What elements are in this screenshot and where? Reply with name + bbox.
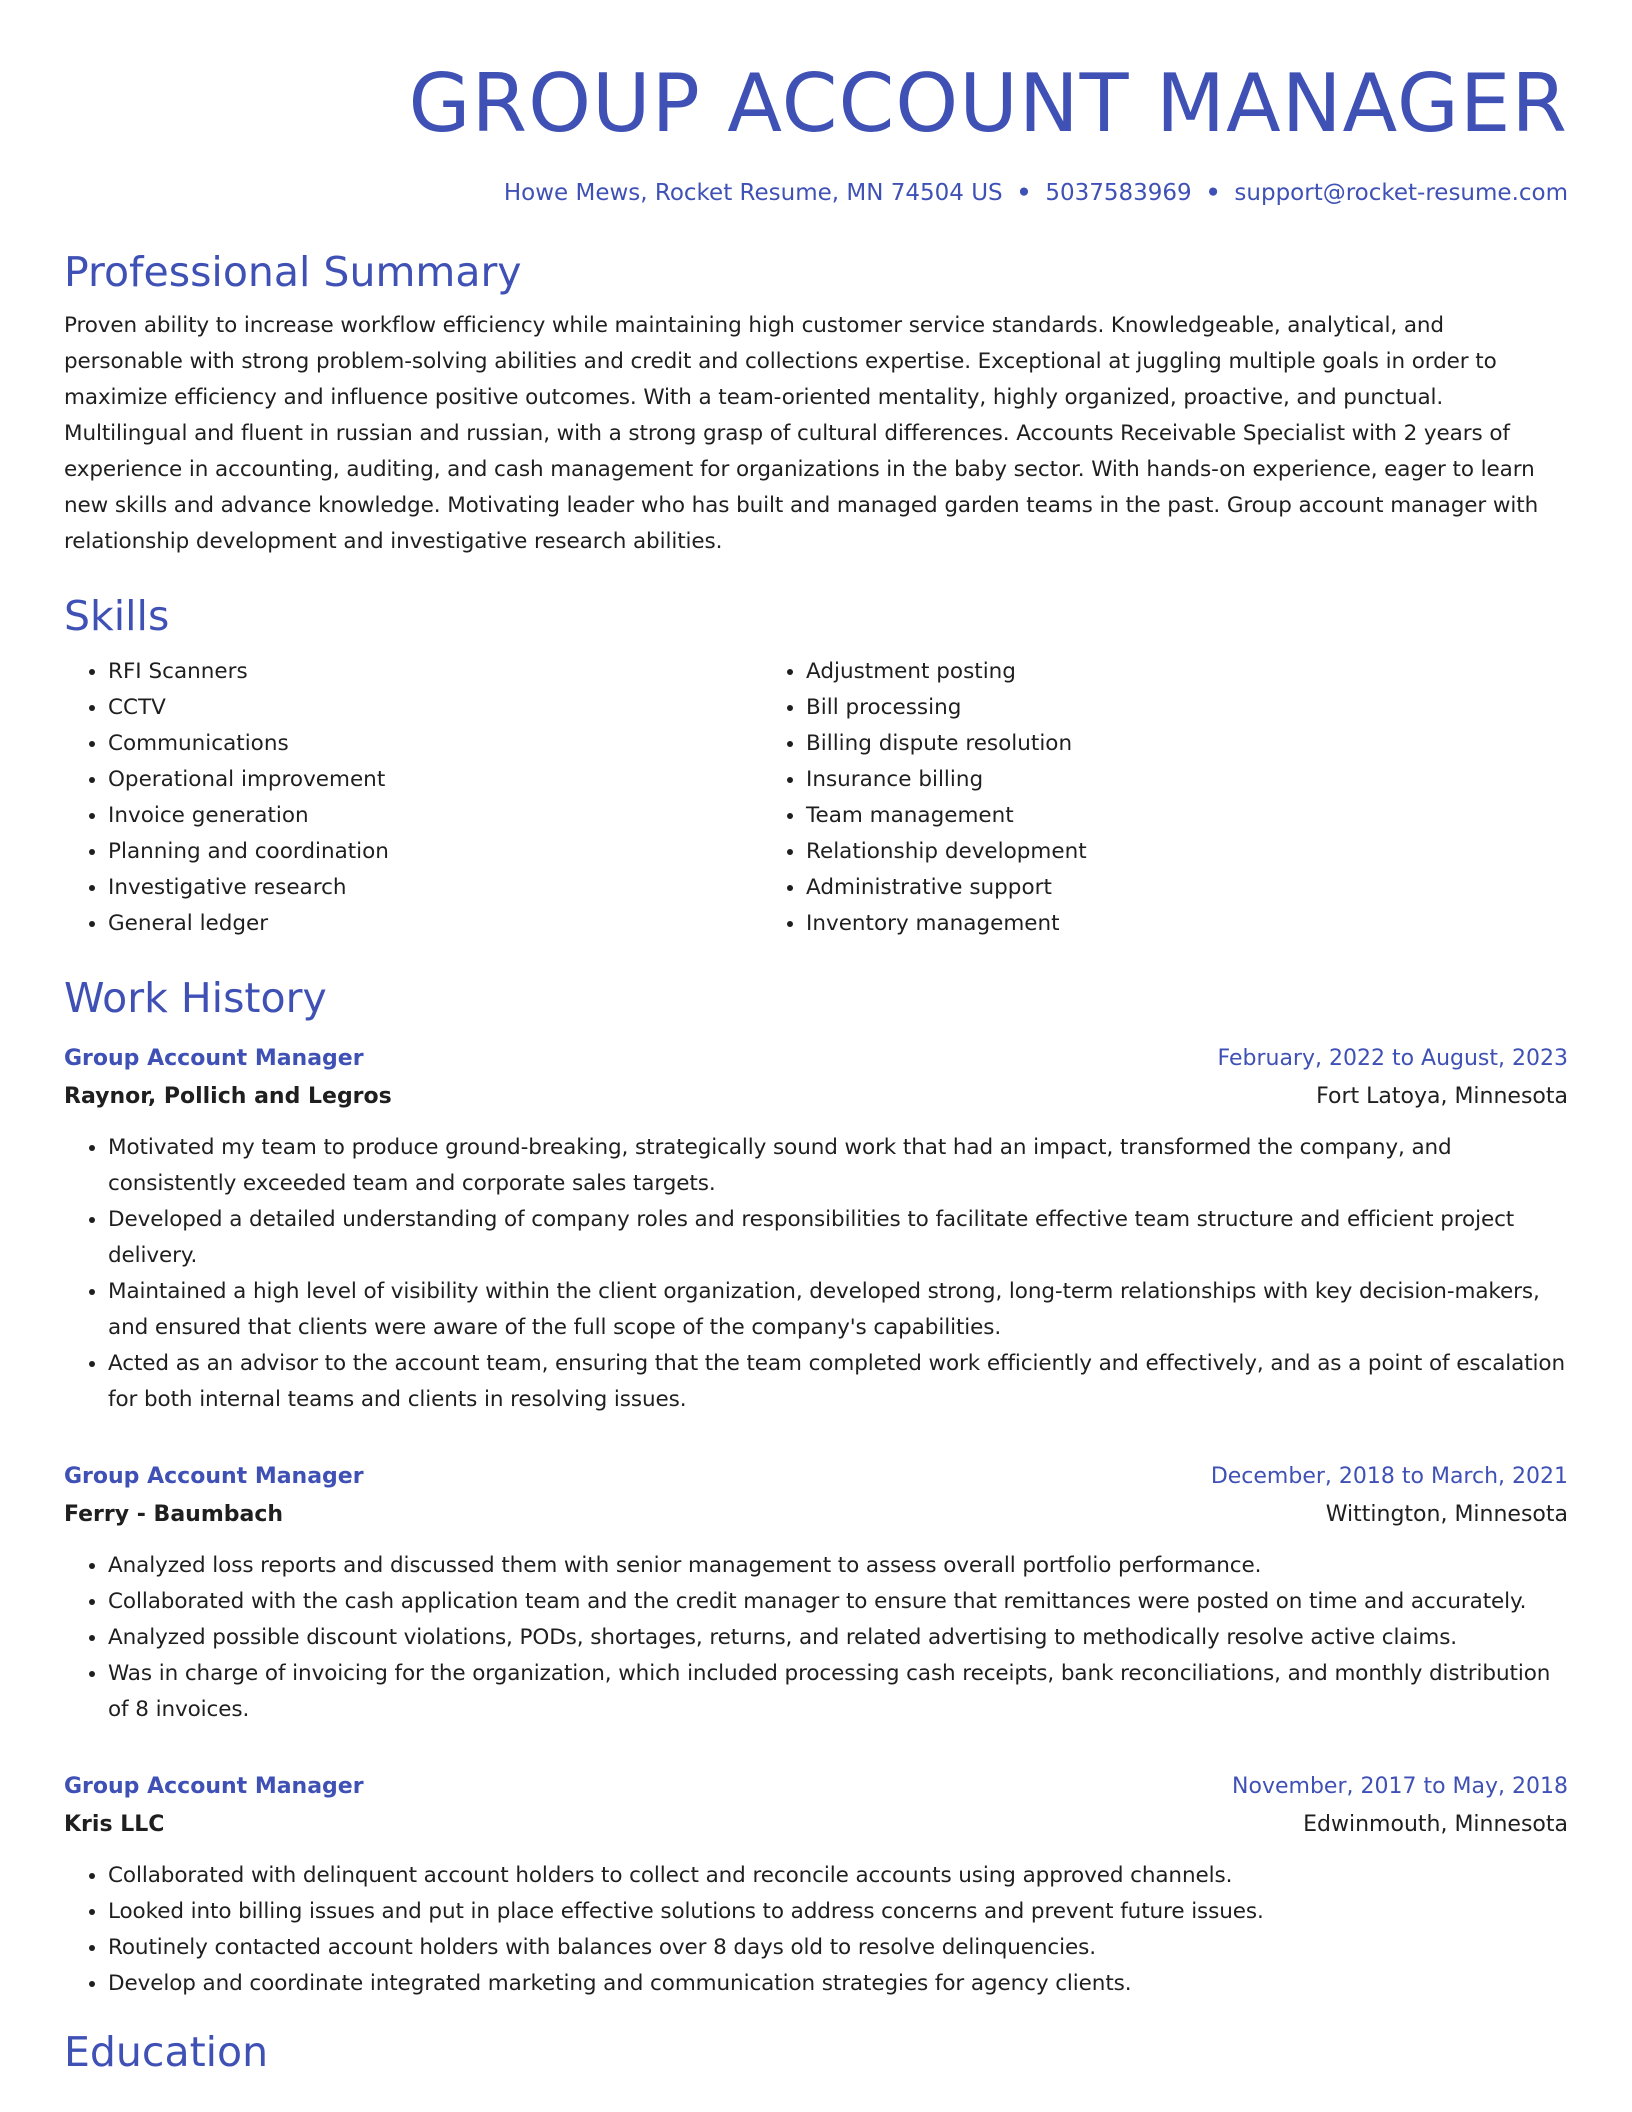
job-dates: December, 2018 to March, 2021 — [1210, 1464, 1568, 1489]
section-title-work-history: Work History — [64, 974, 327, 1022]
skill-item: • Bill processing — [806, 690, 1460, 726]
job-location: Fort Latoya, Minnesota — [1316, 1084, 1568, 1109]
email-link[interactable]: support@rocket-resume.com — [1234, 180, 1568, 206]
skill-item: • Communications — [108, 726, 762, 762]
skill-item: • Invoice generation — [108, 798, 762, 834]
skill-item: • RFI Scanners — [108, 654, 762, 690]
section-title-education: Education — [64, 2028, 269, 2076]
skill-item: • Team management — [806, 798, 1460, 834]
job-bullet: • Was in charge of invoicing for the organization, which included processing cash receipts, bank reconciliations, and monthly distribution of 8 invoices. — [108, 1656, 1568, 1728]
job-company: Ferry - Baumbach — [64, 1502, 284, 1527]
job-company: Raynor, Pollich and Legros — [64, 1084, 392, 1109]
job-title: Group Account Manager — [64, 1774, 364, 1799]
job-bullet: • Analyzed loss reports and discussed them with senior management to assess overall portfolio performance. — [108, 1548, 1568, 1584]
skill-item: • Operational improvement — [108, 762, 762, 798]
skills-column-left — [64, 654, 762, 942]
phone: 5037583969 — [1045, 180, 1192, 206]
job-header-row — [64, 1040, 1568, 1078]
job-location: Edwinmouth, Minnesota — [1303, 1812, 1568, 1837]
job-entry — [64, 1040, 1568, 1418]
skill-item: • Billing dispute resolution — [806, 726, 1460, 762]
contact-separator: • — [1205, 180, 1221, 206]
job-entry — [64, 1768, 1568, 2002]
skill-item: • Planning and coordination — [108, 834, 762, 870]
section-title-summary: Professional Summary — [64, 248, 522, 296]
job-dates: February, 2022 to August, 2023 — [1217, 1046, 1568, 1071]
job-bullet: • Maintained a high level of visibility within the client organization, developed strong, long-term relationships with key decision-makers, and ensured that clients were aware of the full scope of the company's capabilities. — [108, 1274, 1568, 1346]
job-company-row — [64, 1496, 1568, 1534]
job-bullet: • Looked into billing issues and put in place effective solutions to address concerns and prevent future issues. — [108, 1894, 1568, 1930]
job-bullet: • Analyzed possible discount violations, PODs, shortages, returns, and related advertising to methodically resolve active claims. — [108, 1620, 1568, 1656]
contact-separator: • — [1016, 180, 1032, 206]
skill-item: • Investigative research — [108, 870, 762, 906]
skill-item: • Adjustment posting — [806, 654, 1460, 690]
job-bullet: • Developed a detailed understanding of company roles and responsibilities to facilitate effective team structure and efficient project delivery. — [108, 1202, 1568, 1274]
skill-item: • Insurance billing — [806, 762, 1460, 798]
job-title: Group Account Manager — [64, 1464, 364, 1489]
contact-line — [64, 178, 1568, 208]
job-bullet: • Develop and coordinate integrated marketing and communication strategies for agency clients. — [108, 1966, 1568, 2002]
skill-item: • Relationship development — [806, 834, 1460, 870]
address: Howe Mews, Rocket Resume, MN 74504 US — [503, 180, 1003, 206]
resume-title: GROUP ACCOUNT MANAGER — [408, 57, 1568, 150]
job-company-row — [64, 1806, 1568, 1844]
job-header-row — [64, 1768, 1568, 1806]
job-bullet: • Motivated my team to produce ground-breaking, strategically sound work that had an impact, transformed the company, and consistently exceeded team and corporate sales targets. — [108, 1130, 1568, 1202]
skills-list — [64, 654, 1568, 942]
job-bullet: • Acted as an advisor to the account team, ensuring that the team completed work efficiently and effectively, and as a point of escalation for both internal teams and clients in resolving issues. — [108, 1346, 1568, 1418]
job-bullet: • Routinely contacted account holders with balances over 8 days old to resolve delinquencies. — [108, 1930, 1568, 1966]
job-bullet: • Collaborated with delinquent account holders to collect and reconcile accounts using approved channels. — [108, 1858, 1568, 1894]
skill-item: • General ledger — [108, 906, 762, 942]
job-location: Wittington, Minnesota — [1325, 1502, 1568, 1527]
skills-column-right — [762, 654, 1460, 942]
skill-item: • CCTV — [108, 690, 762, 726]
section-title-skills: Skills — [64, 592, 170, 640]
summary-text: Proven ability to increase workflow efficiency while maintaining high customer service standards. Knowledgeable, analytical, and personable with strong problem-solving abilities and credit and collections expertise. Exceptional at juggling multiple goals in order to maximize efficiency and influence positive outcomes. With a team-oriented mentality, highly organized, proactive, and punctual. Multilingual and fluent in russian and russian, with a strong grasp of cultural differences. Accounts Receivable Specialist with 2 years of experience in accounting, auditing, and cash management for organizations in the baby sector. With hands-on experience, eager to learn new skills and advance knowledge. Motivating leader who has built and managed garden teams in the past. Group account manager with relationship development and investigative research abilities. — [64, 313, 1539, 554]
job-bullets — [64, 1130, 1568, 1418]
job-entry — [64, 1458, 1568, 1728]
job-bullets — [64, 1858, 1568, 2002]
job-header-row — [64, 1458, 1568, 1496]
job-bullet: • Collaborated with the cash application team and the credit manager to ensure that remittances were posted on time and accurately. — [108, 1584, 1568, 1620]
job-bullets — [64, 1548, 1568, 1728]
job-title: Group Account Manager — [64, 1046, 364, 1071]
job-company: Kris LLC — [64, 1812, 165, 1837]
job-dates: November, 2017 to May, 2018 — [1232, 1774, 1568, 1799]
job-company-row — [64, 1078, 1568, 1116]
skill-item: • Administrative support — [806, 870, 1460, 906]
skill-item: • Inventory management — [806, 906, 1460, 942]
resume-page — [64, 0, 1568, 2078]
